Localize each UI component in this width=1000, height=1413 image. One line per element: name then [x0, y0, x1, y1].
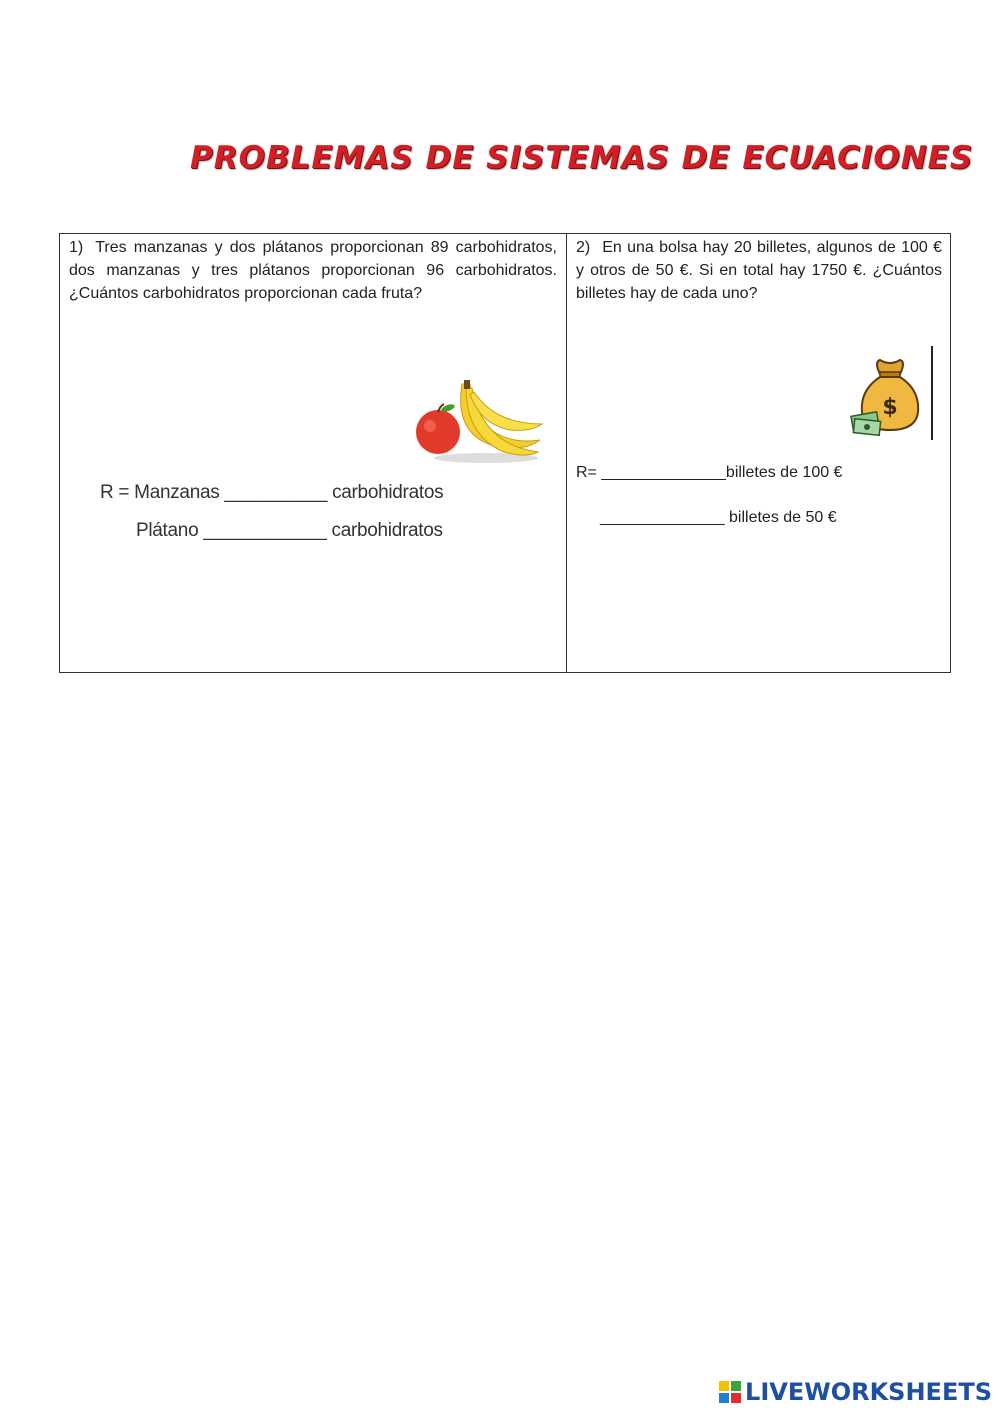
problem-1-number: 1): [69, 239, 84, 256]
liveworksheets-brand: LIVEWORKSHEETS: [745, 1378, 992, 1406]
problem-2-statement: [576, 236, 942, 305]
problem-2-cell: [567, 234, 950, 672]
problem-1-cell: [60, 234, 566, 672]
page-title: PROBLEMAS DE SISTEMAS DE ECUACIONES: [190, 140, 974, 176]
liveworksheets-footer: [719, 1377, 992, 1407]
problem-2-text: En una bolsa hay 20 billetes, algunos de 100 € y otros de 50 €. Si en total hay 1750 €. ¿Cuántos billetes hay de cada uno?: [576, 239, 942, 302]
liveworksheets-logo-icon: [719, 1381, 741, 1403]
svg-text:$: $: [882, 395, 898, 420]
money-bag-icon: [850, 356, 930, 441]
fruit-illustration: [414, 374, 544, 464]
problem-1-answer-bananas: Plátano ____________ carbohidratos: [136, 520, 443, 541]
vertical-rule: [931, 346, 933, 440]
problems-table: [59, 233, 951, 673]
problem-2-answer-100: R= ______________billetes de 100 €: [576, 464, 843, 481]
problem-2-answer-50: ______________ billetes de 50 €: [600, 509, 837, 526]
problem-2-number: 2): [576, 239, 591, 256]
problem-1-answer-apples: R = Manzanas __________ carbohidratos: [100, 482, 444, 503]
problem-1-text: Tres manzanas y dos plátanos proporcionan 89 carbohidratos, dos manzanas y tres plátanos proporcionan 96 carbohidratos. ¿Cuántos carbohidratos proporcionan cada fruta?: [69, 239, 557, 302]
problem-1-statement: [69, 236, 557, 305]
